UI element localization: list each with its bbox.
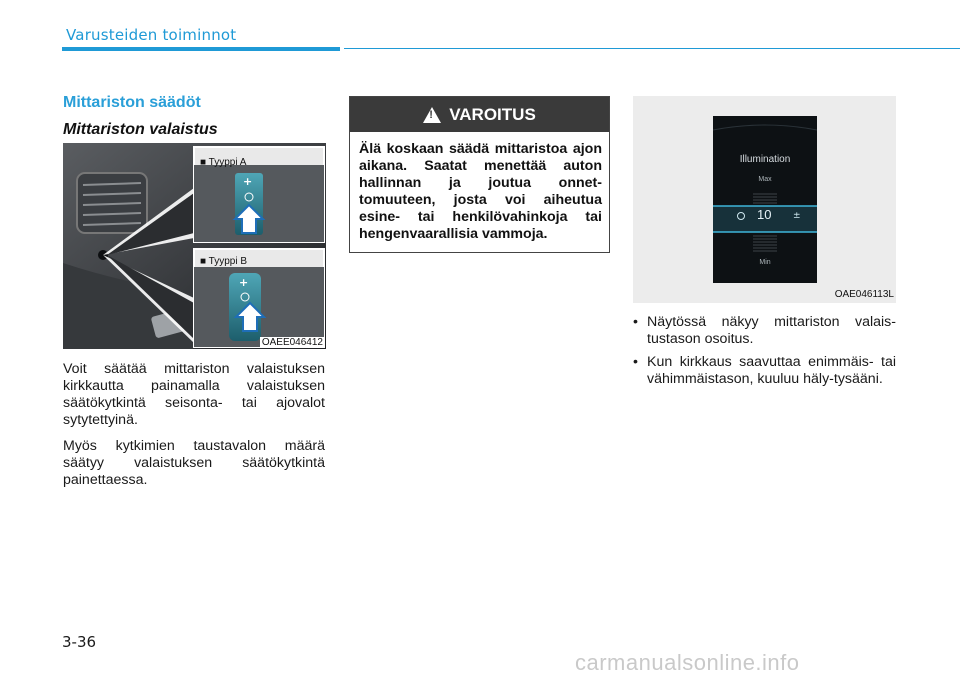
- header-rule-thin: [344, 48, 960, 49]
- watermark: carmanualsonline.info: [575, 650, 800, 675]
- list-item: • Näytössä näkyy mittariston valais-tustason osoitus.: [633, 314, 896, 347]
- screen-graphics: [713, 116, 817, 283]
- bullet-list: [633, 314, 896, 388]
- bullet-dot: •: [633, 314, 638, 330]
- paragraph-backlight: Myös kytkimien taustavalon määrä säätyy valaistuksen säätökytkintä painettaessa.: [63, 438, 325, 488]
- left-body: [63, 361, 325, 498]
- paragraph-brightness: Voit säätää mittariston valaistuksen kirkkautta painamalla valaistuksen säätökytkintä seisonta- tai ajovalot sytytettyinä.: [63, 361, 325, 428]
- screen-value: 10: [757, 207, 772, 222]
- screen-title: Illumination: [739, 154, 791, 165]
- page-heading: Mittariston säädöt: [63, 94, 201, 111]
- dashboard-illustration: [63, 143, 326, 349]
- svg-text:+: +: [243, 175, 253, 188]
- page-subheading: Mittariston valaistus: [63, 121, 218, 138]
- list-item: • Kun kirkkaus saavuttaa enimmäis- tai vähimmäistason, kuuluu häly-tysääni.: [633, 354, 896, 387]
- warning-title: VAROITUS: [449, 104, 536, 124]
- header-rule-thick: [62, 47, 340, 51]
- cluster-display-figure: [633, 96, 896, 303]
- warning-text: Älä koskaan säädä mittaristoa ajon aikana. Saatat menettää auton hallinnan ja joutua onnet-tomuuteen, josta voi aiheutua esine- tai henkilövahinkoja tai hengenvaarallisia vammoja.: [359, 141, 602, 242]
- section-title: Varusteiden toiminnot: [66, 26, 237, 44]
- svg-text:±: ±: [793, 211, 801, 221]
- warning-header: [350, 97, 609, 132]
- bullet-dot: •: [633, 354, 638, 370]
- left-figure-code: OAEE046412: [261, 337, 323, 348]
- warning-icon: [423, 107, 441, 123]
- screen-min-label: Min: [759, 259, 771, 266]
- screen-max-label: Max: [758, 176, 772, 183]
- right-figure-code: OAE046113L: [834, 289, 894, 300]
- dashboard-switch-figure: [63, 143, 326, 349]
- svg-text:+: +: [239, 276, 249, 289]
- type-b-label: ■ Tyyppi B: [200, 256, 247, 267]
- page-number: 3-36: [62, 633, 97, 651]
- right-body: [633, 314, 896, 394]
- type-a-label: ■ Tyyppi A: [200, 157, 247, 168]
- cluster-screen: [713, 116, 817, 283]
- warning-box: [349, 96, 610, 253]
